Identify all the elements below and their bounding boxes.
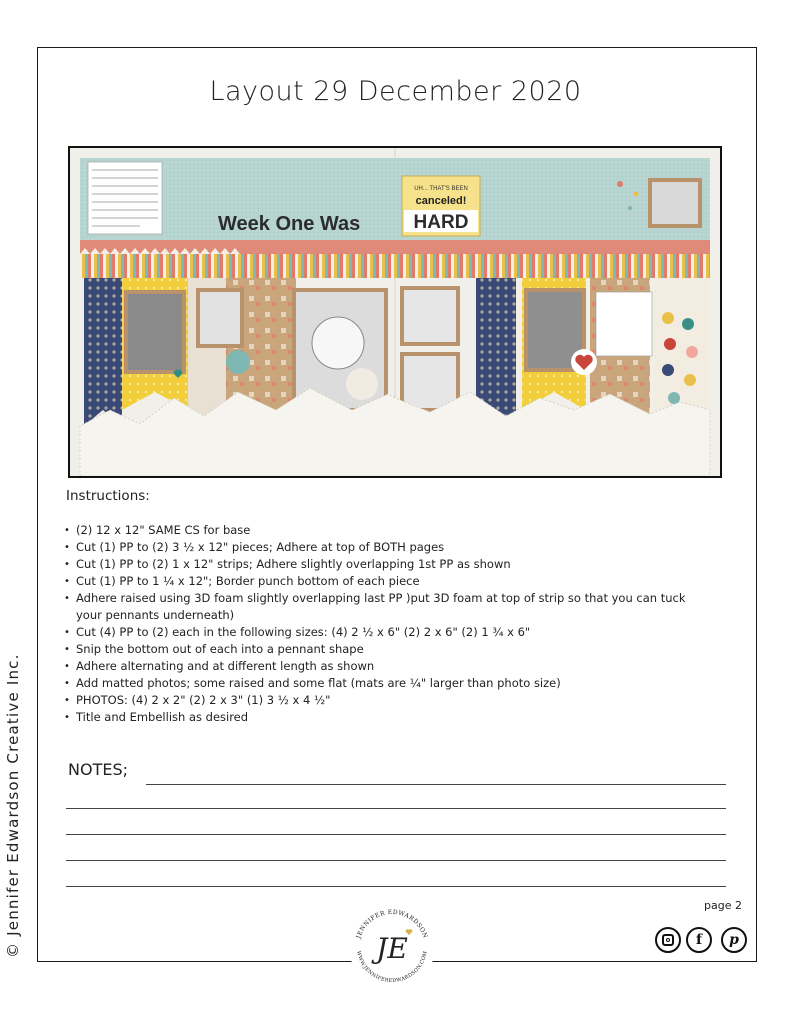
instagram-icon[interactable] xyxy=(655,927,681,953)
pinterest-icon[interactable] xyxy=(721,927,747,953)
instruction-item: • Cut (1) PP to (2) 3 ½ x 12" pieces; Adhere at top of BOTH pages xyxy=(64,539,704,556)
instructions-list xyxy=(64,522,704,726)
instruction-item: • Snip the bottom out of each into a pennant shape xyxy=(64,641,704,658)
instruction-item: • Adhere alternating and at different length as shown xyxy=(64,658,704,675)
facebook-glyph: f xyxy=(695,932,703,948)
logo-ring-top: JENNIFER EDWARDSON xyxy=(355,908,429,940)
copyright-credit: © Jennifer Edwardson Creative Inc. xyxy=(4,653,22,958)
instruction-item: • Add matted photos; some raised and some flat (mats are ¼" larger than photo size) xyxy=(64,675,704,692)
instruction-item: • Cut (1) PP to (2) 1 x 12" strips; Adhere slightly overlapping 1st PP as shown xyxy=(64,556,704,573)
instruction-item: • (2) 12 x 12" SAME CS for base xyxy=(64,522,704,539)
notes-line xyxy=(146,784,726,785)
notes-line xyxy=(66,834,726,835)
instruction-item: • Title and Embellish as desired xyxy=(64,709,704,726)
notes-line xyxy=(66,886,726,887)
logo-ring-bottom: WWW.JENNIFEREDWARDSON.COM xyxy=(355,950,429,985)
layout-title-text: Week One Was xyxy=(218,213,361,235)
sticker-small-text: UH... THAT'S BEEN xyxy=(414,186,468,192)
layout-photo-svg xyxy=(70,148,720,476)
sticker-main-text: canceled! xyxy=(415,195,467,207)
logo-monogram: JE xyxy=(376,932,408,965)
notes-line xyxy=(66,860,726,861)
page-title: Layout 29 December 2020 xyxy=(209,76,582,107)
pinterest-glyph: p xyxy=(729,932,739,948)
notes-label: NOTES; xyxy=(68,760,128,779)
page-number: page 2 xyxy=(704,899,742,912)
layout-title-hard: HARD xyxy=(413,212,469,233)
jennifer-edwardson-logo xyxy=(347,902,437,992)
layout-photo xyxy=(68,146,722,478)
instruction-item: • Adhere raised using 3D foam slightly overlapping last PP )put 3D foam at top of strip so that you can tuck your pennants underneath) xyxy=(64,590,704,624)
notes-line xyxy=(66,808,726,809)
instruction-item: • Cut (4) PP to (2) each in the following sizes: (4) 2 ½ x 6" (2) 2 x 6" (2) 1 ¾ x 6" xyxy=(64,624,704,641)
instruction-item: • PHOTOS: (4) 2 x 2" (2) 2 x 3" (1) 3 ½ x 4 ½" xyxy=(64,692,704,709)
instruction-item: • Cut (1) PP to 1 ¼ x 12"; Border punch bottom of each piece xyxy=(64,573,704,590)
facebook-icon[interactable] xyxy=(686,927,712,953)
instructions-heading: Instructions: xyxy=(66,488,150,504)
